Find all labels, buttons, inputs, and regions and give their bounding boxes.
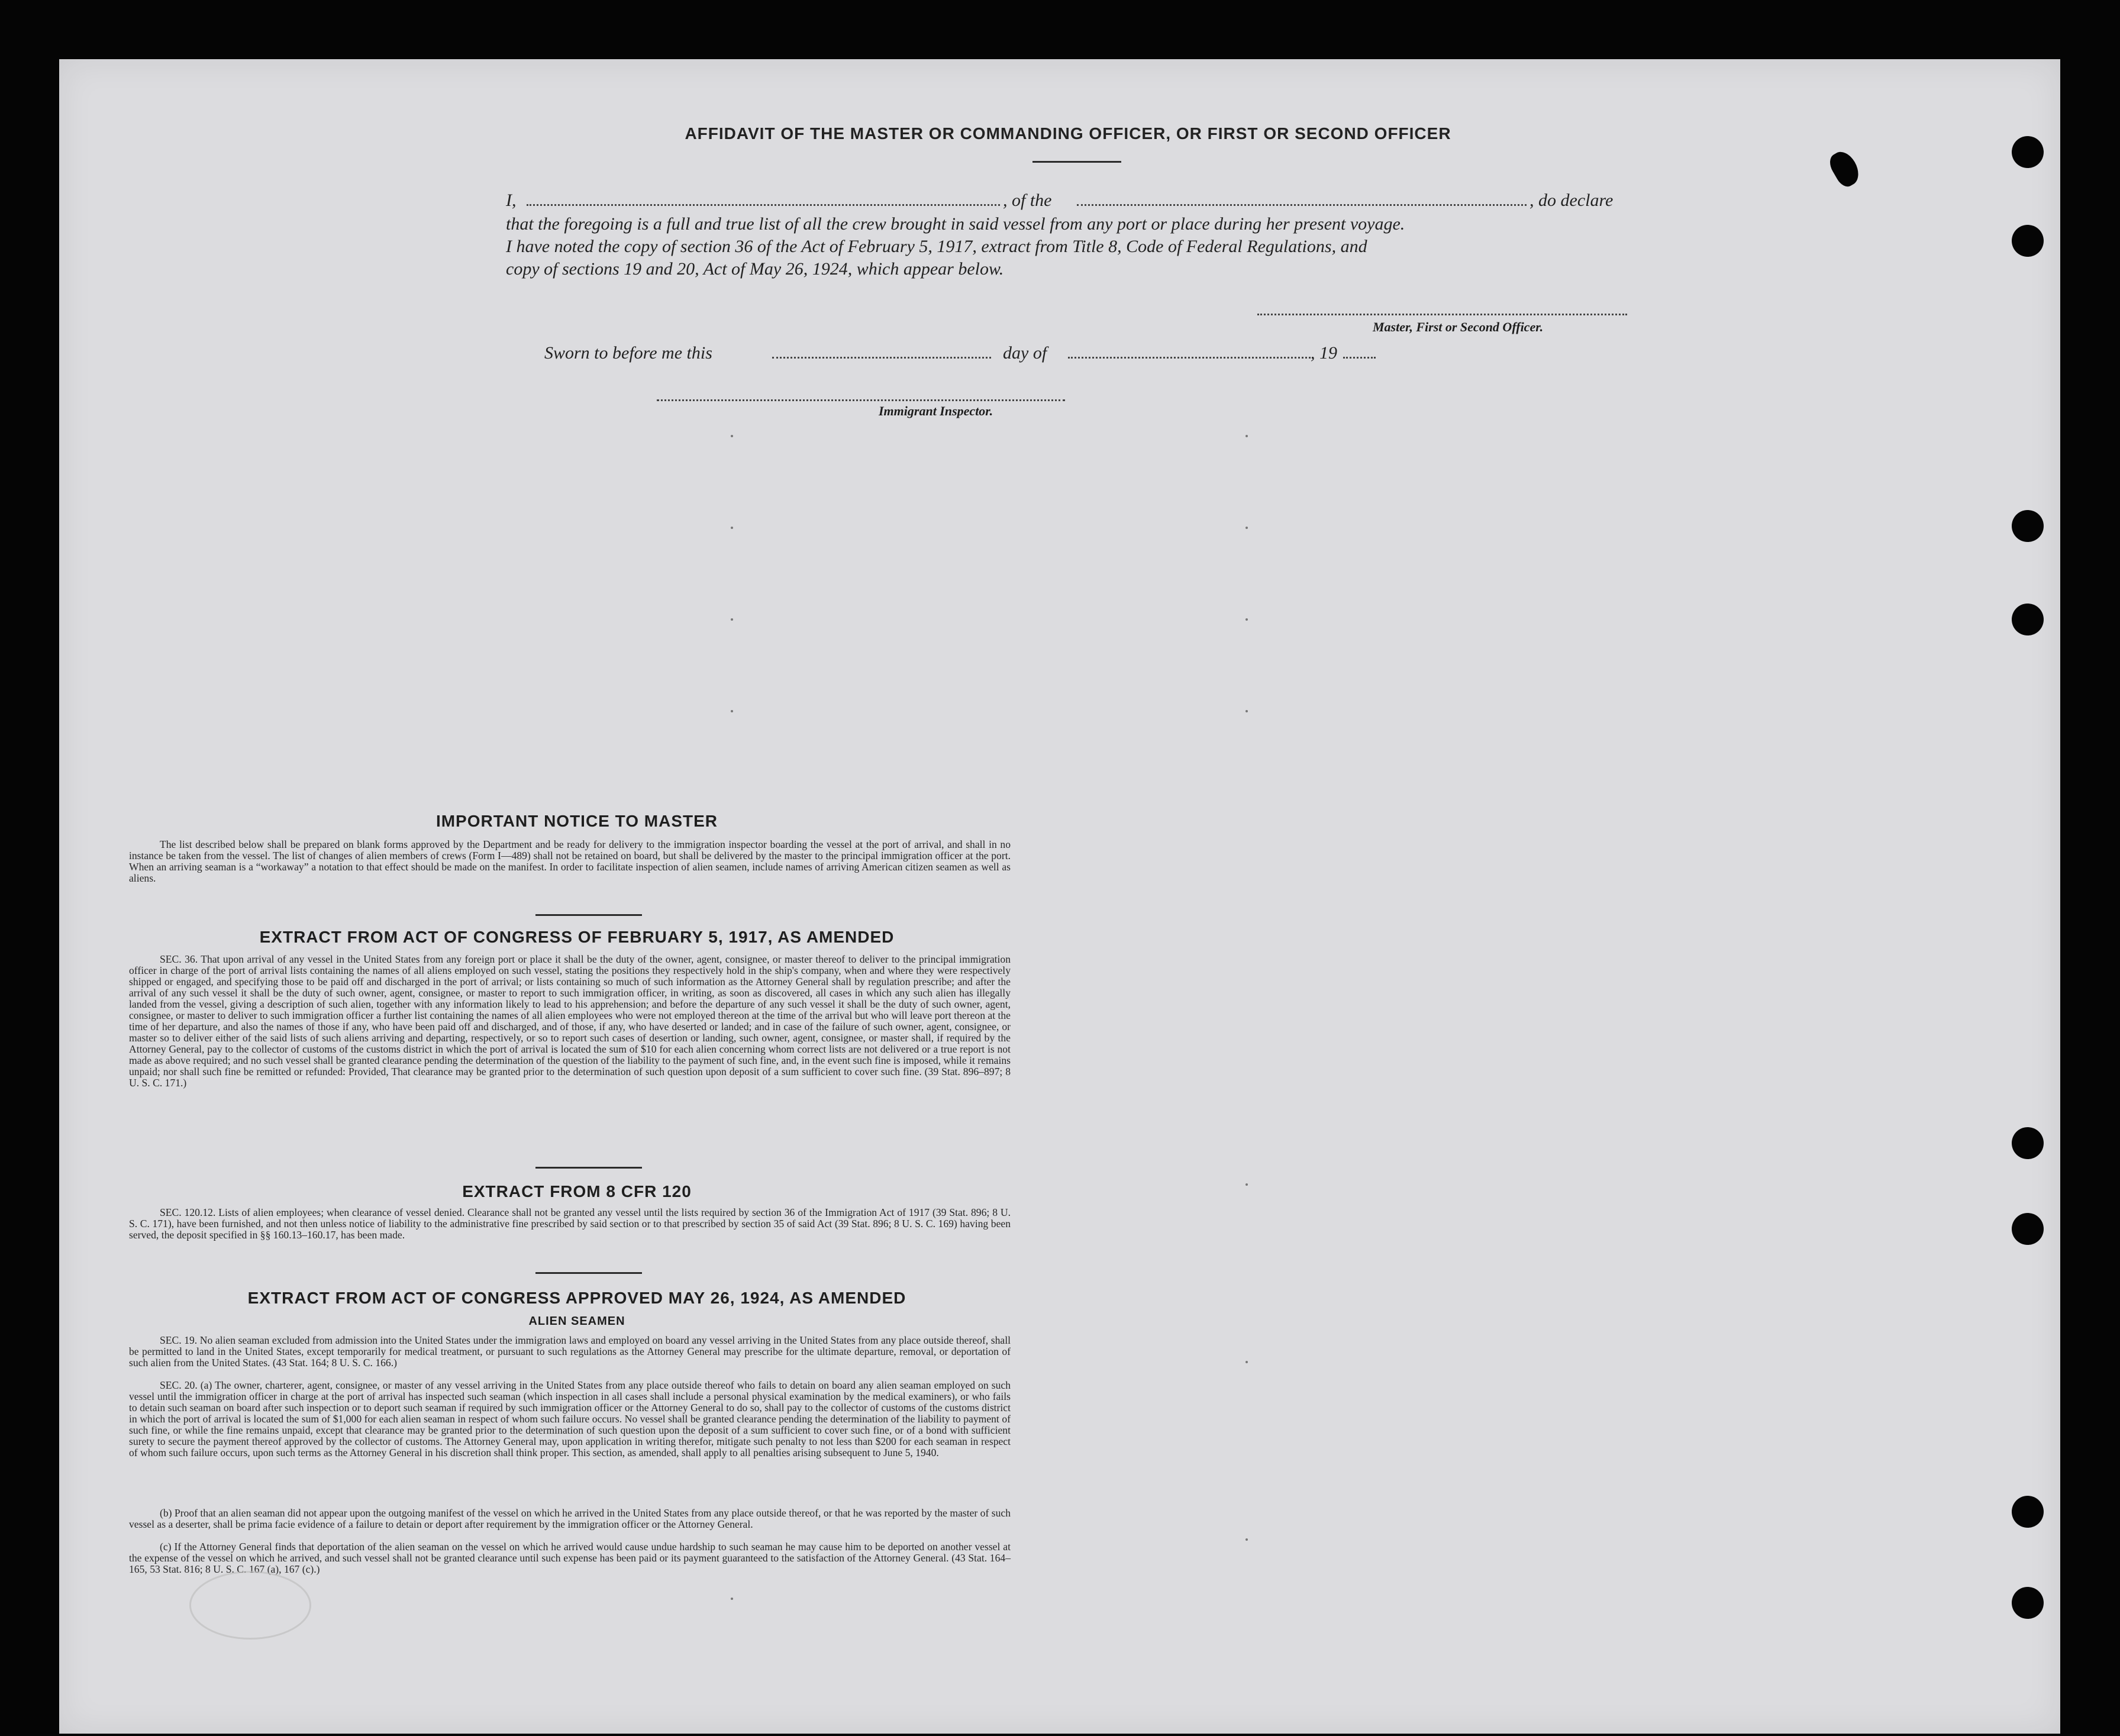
show-through-dot — [731, 527, 733, 529]
show-through-dot — [1245, 1538, 1248, 1541]
show-through-dot — [731, 710, 733, 712]
extract-1917-text: SEC. 36. That upon arrival of any vessel in the United States from any foreign port or place it shall be the duty of the owner, agent, consignee, or master thereof to deliver to the principal immigration officer in charge of the port of arrival lists containing the names of all aliens employed on such vessel, stating the positions they respectively hold in the ship's company, when and where they were respectively shipped or engaged, and specifying those to be paid off and discharged in the port of arrival; or lists containing so much of such information as the Attorney General shall by regulation prescribe; and after the arrival of any such vessel it shall be the duty of such owner, agent, consignee, or master to report to such immigration officer, in writing, as soon as discovered, all cases in which any such alien has illegally landed from the vessel, giving a description of such alien, together with any information likely to lead to his apprehension; and before the departure of any such vessel it shall be the duty of such owner, agent, consignee, or master to deliver to such immigration officer a further list containing the names of all alien employees who were not employed thereon at the time of the arrival but who will leave port thereon at the time of her departure, and also the names of those if any, who have been paid off and discharged, and of those, if any, who have deserted or landed; and in case of the failure of such owner, agent, consignee, or master so to deliver either of the said lists of such aliens arriving and departing, respectively, or so to report such cases of desertion or landing, such owner, agent, consignee, or master shall, if required by the Attorney General, pay to the collector of customs of the customs district in which the port of arrival is located the sum of $10 for each alien concerning whom correct lists are not delivered or a true report is not made as above required; and no such vessel shall be granted clearance pending the determination of the question of the liability to the payment of such fine, and, in the event such fine is imposed, while it remains unpaid; nor shall such fine be remitted or refunded: Provided, That clearance may be granted prior to the determination of such question upon deposit of a sum sufficient to cover such fine. (39 Stat. 896–897; 8 U. S. C. 171.) — [129, 953, 1011, 1089]
day-of-label: day of — [1003, 343, 1047, 363]
master-caption: Master, First or Second Officer. — [1373, 320, 1544, 334]
binder-hole — [2012, 225, 2044, 257]
of-the-label: , of the — [1003, 191, 1052, 210]
show-through-dot — [731, 618, 733, 621]
affidavit-title: AFFIDAVIT OF THE MASTER OR COMMANDING OFFICER, OR FIRST OR SECOND OFFICER — [685, 124, 1451, 143]
binder-hole — [2012, 1213, 2044, 1245]
inspector-signature-line[interactable] — [657, 399, 1065, 401]
show-through-dot — [1245, 1183, 1248, 1186]
binder-hole — [2012, 1496, 2044, 1528]
extract-1924-sec20b: (b) Proof that an alien seaman did not appear upon the outgoing manifest of the vessel on which he arrived in the United States from any place outside thereof, or that he was reported by the master of such vessel as a deserter, shall be prima facie evidence of a failure to detain or deport after requirement by the immigration officer or the Attorney General. — [129, 1507, 1011, 1530]
show-through-dot — [1245, 618, 1248, 621]
extract-1924-sec20c: (c) If the Attorney General finds that deportation of the alien seaman on the vessel on which he arrived would cause undue hardship to such seaman he may cause him to be deported on another vessel at the expense of the vessel on which he arrived, and such vessel shall not be granted clearance until such expense has been paid or its payment guaranteed to the satisfaction of the Attorney General. (43 Stat. 164–165, 53 Stat. 816; 8 U. S. C. 167 (a), 167 (c).) — [129, 1541, 1011, 1575]
inspector-caption: Immigrant Inspector. — [879, 404, 993, 418]
sworn-day-blank[interactable] — [772, 357, 991, 359]
binder-hole — [2012, 1127, 2044, 1159]
sworn-month-blank[interactable] — [1068, 357, 1311, 359]
name-blank[interactable] — [527, 204, 1000, 206]
show-through-dot — [1245, 527, 1248, 529]
extract-1924-sec19: SEC. 19. No alien seaman excluded from admission into the United States under the immigration laws and employed on board any vessel arriving in the United States from any place outside thereof, shall be permitted to land in the United States, except temporarily for medical treatment, or pursuant to such regulations as the Attorney General may prescribe for the ultimate departure, removal, or deportation of such alien from the United States. (43 Stat. 164; 8 U. S. C. 166.) — [129, 1334, 1011, 1369]
extract-cfr-heading: EXTRACT FROM 8 CFR 120 — [462, 1182, 692, 1201]
binder-hole — [2012, 604, 2044, 635]
show-through-dot — [1245, 710, 1248, 712]
show-through-dot — [731, 1598, 733, 1600]
extract-cfr-divider — [535, 1272, 642, 1274]
sworn-label: Sworn to before me this — [544, 343, 712, 363]
binder-hole — [2012, 1587, 2044, 1619]
title-divider — [1032, 161, 1121, 163]
notice-text: The list described below shall be prepared on blank forms approved by the Department and be ready for delivery to the immigration inspector boarding the vessel at the port of arrival, and shall in no instance be taken from the vessel. The list of changes of alien members of crews (Form I—489) shall not be retained on board, but shall be delivered by the master to the principal immigration officer at the port. When an arriving seaman is a “workaway” a notation to that effect should be made on the manifest. In order to facilitate inspection of alien seamen, include names of arriving American citizen seamen as well as aliens. — [129, 838, 1011, 884]
master-signature-line[interactable] — [1257, 314, 1627, 315]
extract-1917-divider — [535, 1167, 642, 1169]
show-through-dot — [1245, 1361, 1248, 1363]
extract-cfr-text: SEC. 120.12. Lists of alien employees; when clearance of vessel denied. Clearance shall not be granted any vessel until the lists required by section 36 of the Immigration Act of 1917 (39 Stat. 896; 8 U. S. C. 171), have been furnished, and not then unless notice of liability to the administrative fine prescribed by said section or to that prescribed by section 35 of said Act (39 Stat. 896; 8 U. S. C. 169) having been served, the deposit specified in §§ 160.13–160.17, has been made. — [129, 1206, 1011, 1241]
affidavit-line-4: copy of sections 19 and 20, Act of May 26, 1924, which appear below. — [506, 259, 1004, 279]
show-through-dot — [731, 435, 733, 437]
document-page — [59, 59, 2060, 1734]
year-label: , 19 — [1311, 343, 1337, 363]
declare-label: , do declare — [1530, 191, 1614, 210]
sworn-year-blank[interactable] — [1343, 357, 1376, 359]
i-label: I, — [506, 191, 517, 210]
extract-1924-sec20a: SEC. 20. (a) The owner, charterer, agent, consignee, or master of any vessel arriving in the United States from any place outside thereof who fails to detain on board any alien seaman employed on such vessel until the immigration officer in charge at the port of arrival has inspected such seaman (which inspection in all cases shall include a personal physical examination by the medical examiners), or who fails to detain such seaman on board after such inspection or to deport such seaman if required by such immigration officer or the Attorney General to do so, shall pay to the collector of customs of the customs district in which the port of arrival is located the sum of $1,000 for each alien seaman in respect of whom such failure occurs. No vessel shall be granted clearance pending the determination of the liability to payment of such fine, or while the fine remains unpaid, except that clearance may be granted prior to the determination of such question upon the deposit of a sum sufficient to cover such fine, or of a bond with sufficient surety to secure the payment thereof approved by the collector of customs. The Attorney General may, upon application in writing therefor, mitigate such penalty to not less than $200 for each seaman in respect of whom such failure occurs, upon such terms as the Attorney General in his discretion shall think proper. This section, as amended, shall apply to all penalties arising subsequent to June 5, 1940. — [129, 1379, 1011, 1459]
affidavit-line-3: I have noted the copy of section 36 of the Act of February 5, 1917, extract from Title 8, Code of Federal Regulations, and — [506, 237, 1367, 256]
notice-divider — [535, 914, 642, 916]
faint-stamp — [189, 1571, 311, 1640]
binder-hole — [2012, 510, 2044, 542]
vessel-blank[interactable] — [1077, 204, 1527, 206]
show-through-dot — [1245, 435, 1248, 437]
extract-1924-subheading: ALIEN SEAMEN — [528, 1315, 625, 1328]
notice-heading: IMPORTANT NOTICE TO MASTER — [435, 812, 718, 830]
binder-hole — [2012, 136, 2044, 168]
affidavit-line-2: that the foregoing is a full and true list of all the crew brought in said vessel from any port or place during her present voyage. — [506, 214, 1405, 234]
extract-1917-heading: EXTRACT FROM ACT OF CONGRESS OF FEBRUARY 5, 1917, AS AMENDED — [259, 928, 895, 946]
extract-1924-heading: EXTRACT FROM ACT OF CONGRESS APPROVED MAY 26, 1924, AS AMENDED — [247, 1289, 906, 1307]
